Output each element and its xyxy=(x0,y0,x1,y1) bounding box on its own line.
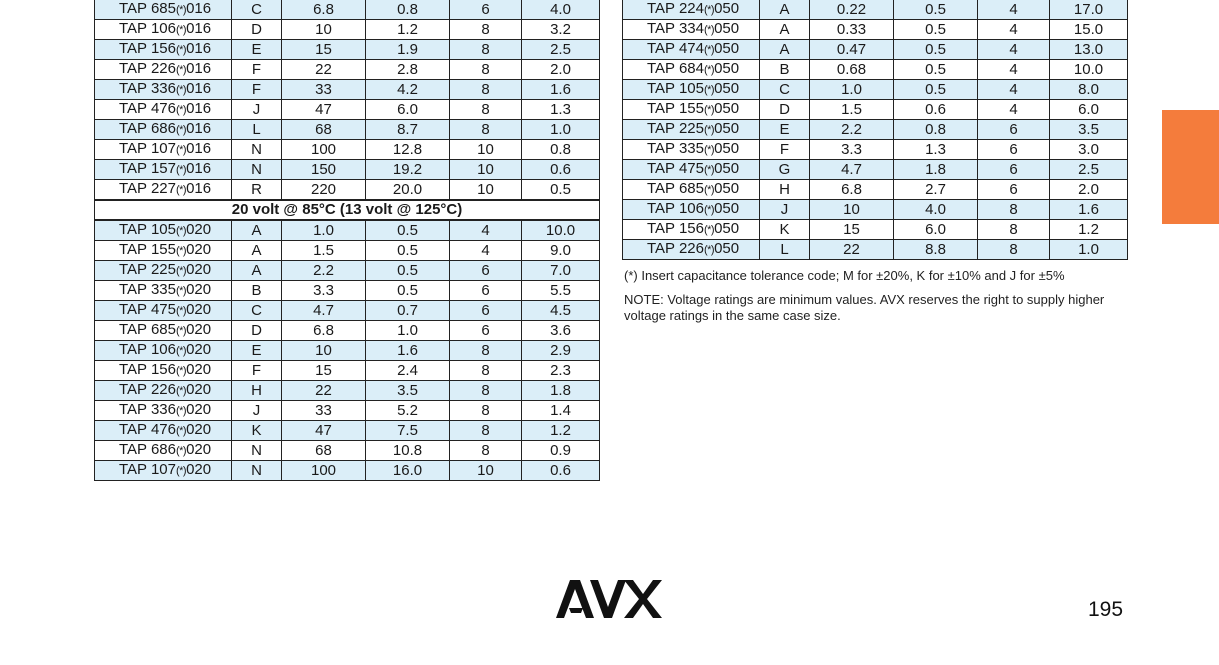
dc-leakage-cell: 7.5 xyxy=(366,421,450,441)
dissipation-factor-cell: 8 xyxy=(450,40,522,60)
part-number-cell: TAP 226(*)016 xyxy=(95,60,232,80)
dc-leakage-cell: 0.5 xyxy=(366,281,450,301)
table-row xyxy=(623,60,1128,80)
dissipation-factor-cell: 6 xyxy=(450,301,522,321)
dissipation-factor-cell: 10 xyxy=(450,180,522,201)
case-size-cell: F xyxy=(232,361,282,381)
dissipation-factor-cell: 10 xyxy=(450,461,522,481)
capacitance-cell: 4.7 xyxy=(282,301,366,321)
dc-leakage-cell: 2.8 xyxy=(366,60,450,80)
esr-cell: 0.9 xyxy=(522,441,600,461)
esr-cell: 1.8 xyxy=(522,381,600,401)
dc-leakage-cell: 0.5 xyxy=(894,60,978,80)
esr-cell: 0.6 xyxy=(522,461,600,481)
dc-leakage-cell: 4.0 xyxy=(894,200,978,220)
case-size-cell: H xyxy=(232,381,282,401)
case-size-cell: B xyxy=(760,60,810,80)
case-size-cell: F xyxy=(232,60,282,80)
table-row xyxy=(95,140,600,160)
esr-cell: 3.2 xyxy=(522,20,600,40)
part-number-cell: TAP 475(*)020 xyxy=(95,301,232,321)
part-number-cell: TAP 157(*)016 xyxy=(95,160,232,180)
dc-leakage-cell: 1.3 xyxy=(894,140,978,160)
dissipation-factor-cell: 8 xyxy=(450,441,522,461)
dc-leakage-cell: 19.2 xyxy=(366,160,450,180)
table-row xyxy=(95,441,600,461)
part-number-cell: TAP 155(*)020 xyxy=(95,241,232,261)
esr-cell: 1.6 xyxy=(1050,200,1128,220)
case-size-cell: A xyxy=(232,241,282,261)
part-number-cell: TAP 106(*)020 xyxy=(95,341,232,361)
dc-leakage-cell: 20.0 xyxy=(366,180,450,201)
part-number-cell: TAP 156(*)020 xyxy=(95,361,232,381)
part-number-cell: TAP 226(*)020 xyxy=(95,381,232,401)
table-row xyxy=(623,220,1128,240)
part-number-cell: TAP 224(*)050 xyxy=(623,0,760,20)
table-row xyxy=(95,20,600,40)
table-row xyxy=(623,140,1128,160)
dissipation-factor-cell: 4 xyxy=(978,80,1050,100)
section-title: 20 volt @ 85°C (13 volt @ 125°C) xyxy=(95,200,600,220)
dissipation-factor-cell: 8 xyxy=(450,361,522,381)
dissipation-factor-cell: 8 xyxy=(450,100,522,120)
dc-leakage-cell: 0.5 xyxy=(366,220,450,241)
dc-leakage-cell: 8.8 xyxy=(894,240,978,260)
table-row xyxy=(95,80,600,100)
case-size-cell: C xyxy=(232,0,282,20)
dissipation-factor-cell: 6 xyxy=(450,0,522,20)
capacitance-cell: 0.47 xyxy=(810,40,894,60)
case-size-cell: D xyxy=(760,100,810,120)
case-size-cell: C xyxy=(232,301,282,321)
table-row xyxy=(623,120,1128,140)
section-tab-marker xyxy=(1162,110,1219,224)
dissipation-factor-cell: 4 xyxy=(978,40,1050,60)
capacitance-cell: 10 xyxy=(282,20,366,40)
dissipation-factor-cell: 10 xyxy=(450,140,522,160)
dc-leakage-cell: 10.8 xyxy=(366,441,450,461)
esr-cell: 2.5 xyxy=(1050,160,1128,180)
case-size-cell: N xyxy=(232,461,282,481)
capacitance-cell: 150 xyxy=(282,160,366,180)
table-row xyxy=(623,180,1128,200)
esr-cell: 1.2 xyxy=(1050,220,1128,240)
left-table-body xyxy=(95,0,600,481)
part-number-cell: TAP 227(*)016 xyxy=(95,180,232,201)
dissipation-factor-cell: 6 xyxy=(450,261,522,281)
case-size-cell: F xyxy=(232,80,282,100)
table-row xyxy=(95,461,600,481)
part-number-cell: TAP 335(*)050 xyxy=(623,140,760,160)
case-size-cell: K xyxy=(232,421,282,441)
esr-cell: 1.6 xyxy=(522,80,600,100)
capacitance-cell: 4.7 xyxy=(810,160,894,180)
capacitance-cell: 15 xyxy=(282,40,366,60)
dissipation-factor-cell: 10 xyxy=(450,160,522,180)
part-number-cell: TAP 686(*)020 xyxy=(95,441,232,461)
capacitance-cell: 22 xyxy=(282,60,366,80)
table-row xyxy=(95,0,600,20)
capacitance-cell: 47 xyxy=(282,421,366,441)
table-row xyxy=(95,421,600,441)
table-row xyxy=(95,341,600,361)
table-row xyxy=(95,180,600,201)
dc-leakage-cell: 1.0 xyxy=(366,321,450,341)
capacitance-cell: 1.0 xyxy=(282,220,366,241)
capacitance-cell: 1.5 xyxy=(810,100,894,120)
case-size-cell: A xyxy=(232,220,282,241)
esr-cell: 0.8 xyxy=(522,140,600,160)
capacitance-cell: 22 xyxy=(282,381,366,401)
esr-cell: 1.4 xyxy=(522,401,600,421)
esr-cell: 4.0 xyxy=(522,0,600,20)
case-size-cell: D xyxy=(232,321,282,341)
capacitance-cell: 100 xyxy=(282,461,366,481)
table-row xyxy=(95,160,600,180)
capacitance-cell: 15 xyxy=(810,220,894,240)
case-size-cell: E xyxy=(232,40,282,60)
dc-leakage-cell: 0.5 xyxy=(894,20,978,40)
dissipation-factor-cell: 6 xyxy=(978,140,1050,160)
dissipation-factor-cell: 6 xyxy=(450,281,522,301)
case-size-cell: J xyxy=(760,200,810,220)
case-size-cell: H xyxy=(760,180,810,200)
part-number-cell: TAP 336(*)020 xyxy=(95,401,232,421)
part-number-cell: TAP 107(*)020 xyxy=(95,461,232,481)
table-row xyxy=(95,321,600,341)
dissipation-factor-cell: 4 xyxy=(978,0,1050,20)
esr-cell: 1.3 xyxy=(522,100,600,120)
capacitance-cell: 1.0 xyxy=(810,80,894,100)
capacitance-cell: 10 xyxy=(282,341,366,361)
esr-cell: 2.0 xyxy=(522,60,600,80)
dissipation-factor-cell: 8 xyxy=(450,20,522,40)
case-size-cell: B xyxy=(232,281,282,301)
case-size-cell: N xyxy=(232,441,282,461)
case-size-cell: L xyxy=(760,240,810,260)
voltage-note: NOTE: Voltage ratings are minimum values. AVX reserves the right to supply higher voltage ratings in the same case size. xyxy=(624,292,1105,323)
esr-cell: 3.0 xyxy=(1050,140,1128,160)
dc-leakage-cell: 12.8 xyxy=(366,140,450,160)
dissipation-factor-cell: 8 xyxy=(450,421,522,441)
case-size-cell: A xyxy=(760,20,810,40)
dc-leakage-cell: 6.0 xyxy=(366,100,450,120)
esr-cell: 0.5 xyxy=(522,180,600,201)
dc-leakage-cell: 0.5 xyxy=(894,0,978,20)
dissipation-factor-cell: 8 xyxy=(978,240,1050,260)
case-size-cell: J xyxy=(232,100,282,120)
table-row xyxy=(95,381,600,401)
part-number-cell: TAP 476(*)016 xyxy=(95,100,232,120)
esr-cell: 10.0 xyxy=(1050,60,1128,80)
table-row xyxy=(623,160,1128,180)
esr-cell: 17.0 xyxy=(1050,0,1128,20)
dc-leakage-cell: 1.9 xyxy=(366,40,450,60)
esr-cell: 3.5 xyxy=(1050,120,1128,140)
dissipation-factor-cell: 8 xyxy=(450,401,522,421)
left-spec-table xyxy=(94,0,600,481)
case-size-cell: R xyxy=(232,180,282,201)
dissipation-factor-cell: 4 xyxy=(450,220,522,241)
dc-leakage-cell: 0.5 xyxy=(894,40,978,60)
table-row xyxy=(95,60,600,80)
part-number-cell: TAP 686(*)016 xyxy=(95,120,232,140)
dc-leakage-cell: 5.2 xyxy=(366,401,450,421)
dissipation-factor-cell: 8 xyxy=(978,220,1050,240)
esr-cell: 3.6 xyxy=(522,321,600,341)
case-size-cell: D xyxy=(232,20,282,40)
part-number-cell: TAP 106(*)050 xyxy=(623,200,760,220)
dissipation-factor-cell: 4 xyxy=(978,20,1050,40)
part-number-cell: TAP 685(*)050 xyxy=(623,180,760,200)
part-number-cell: TAP 334(*)050 xyxy=(623,20,760,40)
dissipation-factor-cell: 4 xyxy=(978,100,1050,120)
capacitance-cell: 1.5 xyxy=(282,241,366,261)
table-row xyxy=(95,220,600,241)
part-number-cell: TAP 107(*)016 xyxy=(95,140,232,160)
right-table-body xyxy=(623,0,1128,260)
capacitance-cell: 220 xyxy=(282,180,366,201)
part-number-cell: TAP 684(*)050 xyxy=(623,60,760,80)
dc-leakage-cell: 1.2 xyxy=(366,20,450,40)
part-number-cell: TAP 336(*)016 xyxy=(95,80,232,100)
case-size-cell: N xyxy=(232,140,282,160)
dc-leakage-cell: 4.2 xyxy=(366,80,450,100)
part-number-cell: TAP 105(*)050 xyxy=(623,80,760,100)
capacitance-cell: 6.8 xyxy=(282,321,366,341)
case-size-cell: F xyxy=(760,140,810,160)
part-number-cell: TAP 156(*)050 xyxy=(623,220,760,240)
dc-leakage-cell: 0.6 xyxy=(894,100,978,120)
dissipation-factor-cell: 4 xyxy=(450,241,522,261)
tolerance-footnote: (*) Insert capacitance tolerance code; M for ±20%, K for ±10% and J for ±5% xyxy=(624,268,1065,283)
dc-leakage-cell: 8.7 xyxy=(366,120,450,140)
case-size-cell: A xyxy=(232,261,282,281)
esr-cell: 4.5 xyxy=(522,301,600,321)
table-row xyxy=(95,40,600,60)
capacitance-cell: 6.8 xyxy=(810,180,894,200)
dc-leakage-cell: 0.7 xyxy=(366,301,450,321)
case-size-cell: E xyxy=(232,341,282,361)
capacitance-cell: 15 xyxy=(282,361,366,381)
part-number-cell: TAP 226(*)050 xyxy=(623,240,760,260)
capacitance-cell: 10 xyxy=(810,200,894,220)
capacitance-cell: 0.22 xyxy=(810,0,894,20)
part-number-cell: TAP 685(*)016 xyxy=(95,0,232,20)
dc-leakage-cell: 0.8 xyxy=(366,0,450,20)
table-row xyxy=(95,100,600,120)
table-row xyxy=(623,20,1128,40)
case-size-cell: A xyxy=(760,40,810,60)
capacitance-cell: 0.68 xyxy=(810,60,894,80)
dissipation-factor-cell: 8 xyxy=(450,80,522,100)
esr-cell: 13.0 xyxy=(1050,40,1128,60)
esr-cell: 2.0 xyxy=(1050,180,1128,200)
esr-cell: 7.0 xyxy=(522,261,600,281)
dc-leakage-cell: 0.5 xyxy=(894,80,978,100)
capacitance-cell: 100 xyxy=(282,140,366,160)
capacitance-cell: 68 xyxy=(282,441,366,461)
part-number-cell: TAP 474(*)050 xyxy=(623,40,760,60)
part-number-cell: TAP 475(*)050 xyxy=(623,160,760,180)
esr-cell: 0.6 xyxy=(522,160,600,180)
capacitance-cell: 22 xyxy=(810,240,894,260)
page-number: 195 xyxy=(1088,598,1124,621)
dissipation-factor-cell: 6 xyxy=(978,120,1050,140)
dissipation-factor-cell: 8 xyxy=(450,381,522,401)
part-number-cell: TAP 335(*)020 xyxy=(95,281,232,301)
esr-cell: 1.2 xyxy=(522,421,600,441)
esr-cell: 2.9 xyxy=(522,341,600,361)
capacitance-cell: 3.3 xyxy=(282,281,366,301)
capacitance-cell: 0.33 xyxy=(810,20,894,40)
part-number-cell: TAP 685(*)020 xyxy=(95,321,232,341)
table-row xyxy=(95,301,600,321)
table-row xyxy=(623,200,1128,220)
dissipation-factor-cell: 6 xyxy=(450,321,522,341)
dc-leakage-cell: 1.6 xyxy=(366,341,450,361)
case-size-cell: A xyxy=(760,0,810,20)
esr-cell: 2.3 xyxy=(522,361,600,381)
dc-leakage-cell: 0.5 xyxy=(366,241,450,261)
dc-leakage-cell: 0.5 xyxy=(366,261,450,281)
case-size-cell: L xyxy=(232,120,282,140)
right-spec-table xyxy=(622,0,1128,260)
dc-leakage-cell: 2.4 xyxy=(366,361,450,381)
case-size-cell: C xyxy=(760,80,810,100)
esr-cell: 1.0 xyxy=(522,120,600,140)
case-size-cell: E xyxy=(760,120,810,140)
esr-cell: 9.0 xyxy=(522,241,600,261)
esr-cell: 5.5 xyxy=(522,281,600,301)
table-row xyxy=(95,401,600,421)
table-row xyxy=(95,120,600,140)
capacitance-cell: 33 xyxy=(282,401,366,421)
table-row xyxy=(95,281,600,301)
case-size-cell: K xyxy=(760,220,810,240)
section-header-row xyxy=(95,200,600,220)
part-number-cell: TAP 156(*)016 xyxy=(95,40,232,60)
table-row xyxy=(95,261,600,281)
table-row xyxy=(623,240,1128,260)
dissipation-factor-cell: 8 xyxy=(450,60,522,80)
part-number-cell: TAP 225(*)020 xyxy=(95,261,232,281)
capacitance-cell: 2.2 xyxy=(810,120,894,140)
dissipation-factor-cell: 6 xyxy=(978,160,1050,180)
part-number-cell: TAP 106(*)016 xyxy=(95,20,232,40)
avx-logo xyxy=(556,580,662,618)
dc-leakage-cell: 0.8 xyxy=(894,120,978,140)
dc-leakage-cell: 3.5 xyxy=(366,381,450,401)
table-row xyxy=(623,100,1128,120)
part-number-cell: TAP 476(*)020 xyxy=(95,421,232,441)
part-number-cell: TAP 225(*)050 xyxy=(623,120,760,140)
dissipation-factor-cell: 8 xyxy=(450,341,522,361)
capacitance-cell: 3.3 xyxy=(810,140,894,160)
dc-leakage-cell: 2.7 xyxy=(894,180,978,200)
dissipation-factor-cell: 8 xyxy=(450,120,522,140)
esr-cell: 2.5 xyxy=(522,40,600,60)
case-size-cell: J xyxy=(232,401,282,421)
dc-leakage-cell: 16.0 xyxy=(366,461,450,481)
esr-cell: 15.0 xyxy=(1050,20,1128,40)
part-number-cell: TAP 105(*)020 xyxy=(95,220,232,241)
table-row xyxy=(95,361,600,381)
dissipation-factor-cell: 4 xyxy=(978,60,1050,80)
capacitance-cell: 6.8 xyxy=(282,0,366,20)
capacitance-cell: 47 xyxy=(282,100,366,120)
esr-cell: 1.0 xyxy=(1050,240,1128,260)
esr-cell: 10.0 xyxy=(522,220,600,241)
dissipation-factor-cell: 6 xyxy=(978,180,1050,200)
table-row xyxy=(95,241,600,261)
case-size-cell: G xyxy=(760,160,810,180)
part-number-cell: TAP 155(*)050 xyxy=(623,100,760,120)
capacitance-cell: 68 xyxy=(282,120,366,140)
dc-leakage-cell: 1.8 xyxy=(894,160,978,180)
case-size-cell: N xyxy=(232,160,282,180)
esr-cell: 8.0 xyxy=(1050,80,1128,100)
table-row xyxy=(623,40,1128,60)
capacitance-cell: 33 xyxy=(282,80,366,100)
capacitance-cell: 2.2 xyxy=(282,261,366,281)
esr-cell: 6.0 xyxy=(1050,100,1128,120)
table-row xyxy=(623,0,1128,20)
dc-leakage-cell: 6.0 xyxy=(894,220,978,240)
table-row xyxy=(623,80,1128,100)
dissipation-factor-cell: 8 xyxy=(978,200,1050,220)
